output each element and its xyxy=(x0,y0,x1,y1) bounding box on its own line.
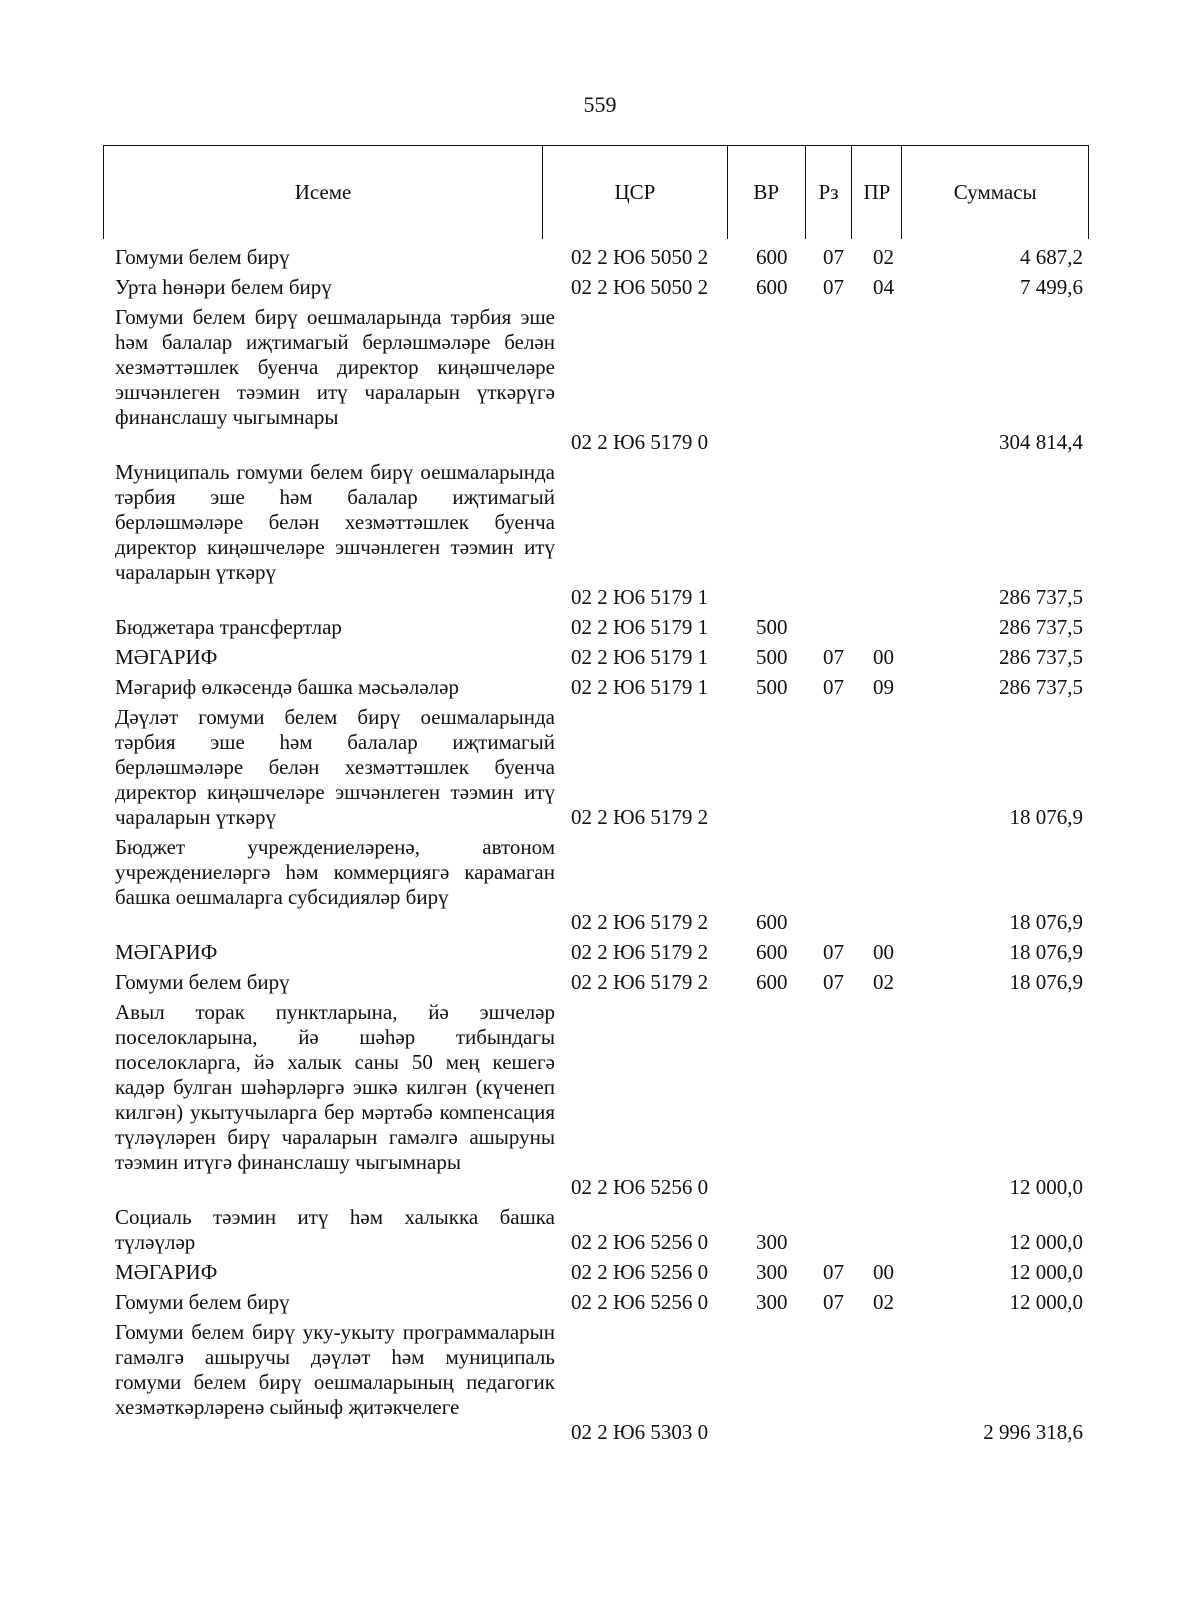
row-csr-code: 02 2 Ю6 5256 0 xyxy=(571,1260,709,1284)
row-csr-code: 02 2 Ю6 5179 1 xyxy=(571,645,709,669)
row-vr: 500 xyxy=(756,675,788,699)
row-sum: 18 076,9 xyxy=(1009,910,1083,934)
row-sum: 286 737,5 xyxy=(999,675,1083,699)
row-vr: 300 xyxy=(756,1290,788,1314)
table-row xyxy=(103,1260,1089,1285)
row-csr-code: 02 2 Ю6 5303 0 xyxy=(571,1420,709,1444)
table-row xyxy=(103,1000,1089,1200)
header-sum: Суммасы xyxy=(953,180,1037,204)
row-vr: 500 xyxy=(756,615,788,639)
table-row xyxy=(103,1205,1089,1255)
table-row xyxy=(103,940,1089,965)
row-csr-code: 02 2 Ю6 5256 0 xyxy=(571,1230,709,1254)
row-name: Социаль тәэмин итү һәм халыкка башка түләүләр xyxy=(115,1205,555,1254)
table-row xyxy=(103,835,1089,935)
row-csr-code: 02 2 Ю6 5179 1 xyxy=(571,615,709,639)
row-name: МӘГАРИФ xyxy=(115,645,218,669)
row-name: Гомуми белем бирү уку-укыту программаларын гамәлгә ашыручы дәүләт һәм муниципаль гомуми белем бирү оешмаларының педагогик хезмәткәрләренә сыйныф җитәкчелеге xyxy=(115,1320,555,1419)
row-name: Бюджетара трансфертлар xyxy=(115,615,342,639)
page-number: 559 xyxy=(583,92,617,117)
row-csr-code: 02 2 Ю6 5179 1 xyxy=(571,675,709,699)
table-row xyxy=(103,970,1089,995)
table-row xyxy=(103,675,1089,700)
table-row xyxy=(103,305,1089,455)
row-csr-code: 02 2 Ю6 5050 2 xyxy=(571,275,709,299)
row-rz: 07 xyxy=(823,245,844,269)
row-name: Муниципаль гомуми белем бирү оешмаларында тәрбия эше һәм балалар иҗтимагый берләшмәләре белән хезмәттәшлек буенча директор киңәшчеләре эшчәнлеген тәэмин итү чараларын үткәрү xyxy=(115,460,555,584)
row-pr: 00 xyxy=(873,1260,894,1284)
header-vr: ВР xyxy=(728,146,806,239)
row-csr-code: 02 2 Ю6 5179 2 xyxy=(571,910,709,934)
row-csr-code: 02 2 Ю6 5179 0 xyxy=(571,430,709,454)
row-rz: 07 xyxy=(823,940,844,964)
row-pr: 02 xyxy=(873,1290,894,1314)
row-sum: 12 000,0 xyxy=(1009,1230,1083,1254)
row-name: Гомуми белем бирү xyxy=(115,245,290,269)
row-pr: 02 xyxy=(873,970,894,994)
row-sum: 4 687,2 xyxy=(1020,245,1083,269)
row-sum: 286 737,5 xyxy=(999,615,1083,639)
row-csr-code: 02 2 Ю6 5179 2 xyxy=(571,970,709,994)
table-row xyxy=(103,460,1089,610)
row-name: Мәгариф өлкәсендә башка мәсьәләләр xyxy=(115,675,459,699)
row-sum: 286 737,5 xyxy=(999,585,1083,609)
row-csr-code: 02 2 Ю6 5179 2 xyxy=(571,805,709,829)
row-pr: 04 xyxy=(873,275,894,299)
row-vr: 600 xyxy=(756,910,788,934)
table-row xyxy=(103,615,1089,640)
row-csr-code: 02 2 Ю6 5179 1 xyxy=(571,585,709,609)
table-row xyxy=(103,705,1089,830)
row-vr: 500 xyxy=(756,645,788,669)
row-pr: 00 xyxy=(873,645,894,669)
row-name: МӘГАРИФ xyxy=(115,1260,218,1284)
row-sum: 18 076,9 xyxy=(1009,940,1083,964)
row-sum: 12 000,0 xyxy=(1009,1260,1083,1284)
row-name: Гомуми белем бирү xyxy=(115,970,290,994)
header-csr: ЦСР xyxy=(543,146,728,239)
row-name: Бюджет учреждениеләренә, автоном учреждениеләргә һәм коммерциягә карамаган башка оешмаларга субсидияләр бирү xyxy=(115,835,555,909)
row-sum: 12 000,0 xyxy=(1009,1175,1083,1199)
row-rz: 07 xyxy=(823,1260,844,1284)
row-name: Урта һөнәри белем бирү xyxy=(115,275,332,299)
row-sum: 286 737,5 xyxy=(999,645,1083,669)
row-rz: 07 xyxy=(823,645,844,669)
table-row xyxy=(103,1320,1089,1445)
row-vr: 300 xyxy=(756,1260,788,1284)
row-csr-code: 02 2 Ю6 5256 0 xyxy=(571,1175,709,1199)
row-rz: 07 xyxy=(823,1290,844,1314)
row-name: Гомуми белем бирү xyxy=(115,1290,290,1314)
row-vr: 600 xyxy=(756,940,788,964)
row-pr: 09 xyxy=(873,675,894,699)
row-vr: 600 xyxy=(756,275,788,299)
row-csr-code: 02 2 Ю6 5256 0 xyxy=(571,1290,709,1314)
row-sum: 12 000,0 xyxy=(1009,1290,1083,1314)
header-pr: ПР xyxy=(852,146,902,239)
row-rz: 07 xyxy=(823,275,844,299)
row-csr-code: 02 2 Ю6 5050 2 xyxy=(571,245,709,269)
header-rz: Рз xyxy=(806,146,853,239)
table-row xyxy=(103,1290,1089,1315)
table-row xyxy=(103,275,1089,300)
row-sum: 18 076,9 xyxy=(1009,805,1083,829)
row-csr-code: 02 2 Ю6 5179 2 xyxy=(571,940,709,964)
table-row xyxy=(103,245,1089,270)
row-name: Дәүләт гомуми белем бирү оешмаларында тәрбия эше һәм балалар иҗтимагый берләшмәләре белән хезмәттәшлек буенча директор киңәшчеләре эшчәнлеген тәэмин итү чараларын үткәрү xyxy=(115,705,555,829)
row-vr: 600 xyxy=(756,970,788,994)
row-vr: 300 xyxy=(756,1230,788,1254)
row-pr: 00 xyxy=(873,940,894,964)
row-sum: 7 499,6 xyxy=(1020,275,1083,299)
row-rz: 07 xyxy=(823,675,844,699)
table-body xyxy=(103,245,1089,1450)
row-rz: 07 xyxy=(823,970,844,994)
row-name: Гомуми белем бирү оешмаларында тәрбия эше һәм балалар иҗтимагый берләшмәләре белән хезмәттәшлек буенча директор киңәшчеләре эшчәнлеген тәэмин итү чараларын үткәрүгә финанслашу чыгымнары xyxy=(115,305,555,429)
row-pr: 02 xyxy=(873,245,894,269)
header-name: Исеме xyxy=(104,146,543,239)
table-row xyxy=(103,645,1089,670)
row-name: Авыл торак пунктларына, йә эшчеләр поселокларына, йә шәһәр тибындагы поселокларга, йә халык саны 50 мең кешегә кадәр булган шәһәрләргә эшкә килгән (күченеп килгән) укытучыларга бер мәртәбә компенсация түләүләрен бирү чараларын гамәлгә ашыруны тәэмин итүгә финанслашу чыгымнары xyxy=(115,1000,555,1174)
table-header xyxy=(103,145,1089,239)
row-vr: 600 xyxy=(756,245,788,269)
row-sum: 304 814,4 xyxy=(999,430,1083,454)
row-sum: 18 076,9 xyxy=(1009,970,1083,994)
row-sum: 2 996 318,6 xyxy=(983,1420,1083,1444)
row-name: МӘГАРИФ xyxy=(115,940,218,964)
